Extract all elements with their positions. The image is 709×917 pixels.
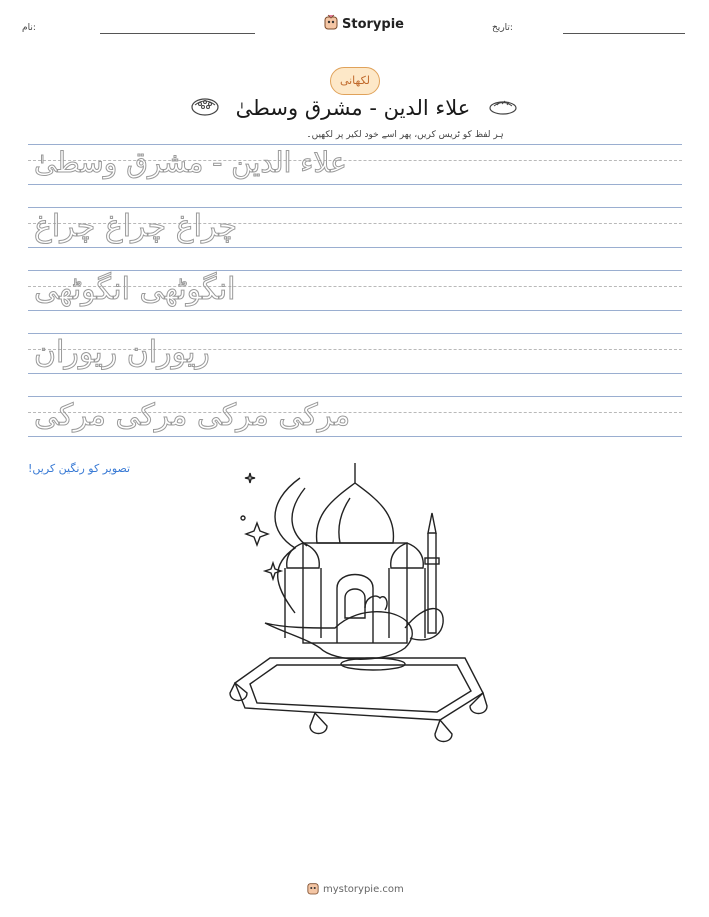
- base-guide-line: [28, 247, 682, 248]
- date-line[interactable]: [563, 33, 685, 34]
- tracing-row-2[interactable]: [28, 203, 682, 263]
- top-guide-line: [28, 144, 682, 145]
- footer: [307, 881, 404, 898]
- tracing-row-3[interactable]: [28, 266, 682, 326]
- trace-text: علاء الدین - مشرق وسطیٰ: [34, 146, 347, 179]
- base-guide-line: [28, 184, 682, 185]
- footer-site-link[interactable]: mystorypie.com: [323, 884, 404, 895]
- top-guide-line: [28, 207, 682, 208]
- food-bowl-icon: [190, 95, 220, 121]
- brand-logo: [324, 14, 404, 34]
- palace-lamp-coloring-illustration[interactable]: [225, 458, 490, 752]
- trace-text: چراغ چراغ چراغ: [34, 209, 238, 244]
- top-guide-line: [28, 333, 682, 334]
- base-guide-line: [28, 436, 682, 437]
- trace-text: مرکی مرکی مرکی مرکی: [34, 398, 351, 433]
- coloring-instruction: تصویر کو رنگین کریں!: [28, 462, 131, 475]
- top-guide-line: [28, 270, 682, 271]
- trace-text: انگوٹھی انگوٹھی: [34, 272, 236, 307]
- food-plate-icon: [488, 95, 518, 121]
- top-guide-line: [28, 396, 682, 397]
- instruction-text: ہر لفظ کو ٹریس کریں، پھر اسے خود لکیر پر لکھیں۔: [306, 130, 504, 140]
- storypie-mascot-icon: [307, 881, 319, 898]
- category-badge: لکھانی: [330, 67, 380, 95]
- brand-name: Storypie: [342, 16, 404, 32]
- base-guide-line: [28, 373, 682, 374]
- base-guide-line: [28, 310, 682, 311]
- tracing-row-5[interactable]: [28, 392, 682, 452]
- worksheet-title: علاء الدین - مشرق وسطیٰ: [235, 96, 471, 120]
- tracing-row-4[interactable]: [28, 329, 682, 389]
- date-label: تاریخ:: [492, 23, 513, 33]
- name-label: نام:: [22, 23, 36, 33]
- trace-text: ریوران ریوران: [34, 335, 210, 370]
- storypie-mascot-icon: [324, 14, 338, 34]
- name-line[interactable]: [100, 33, 255, 34]
- tracing-row-1[interactable]: [28, 140, 682, 200]
